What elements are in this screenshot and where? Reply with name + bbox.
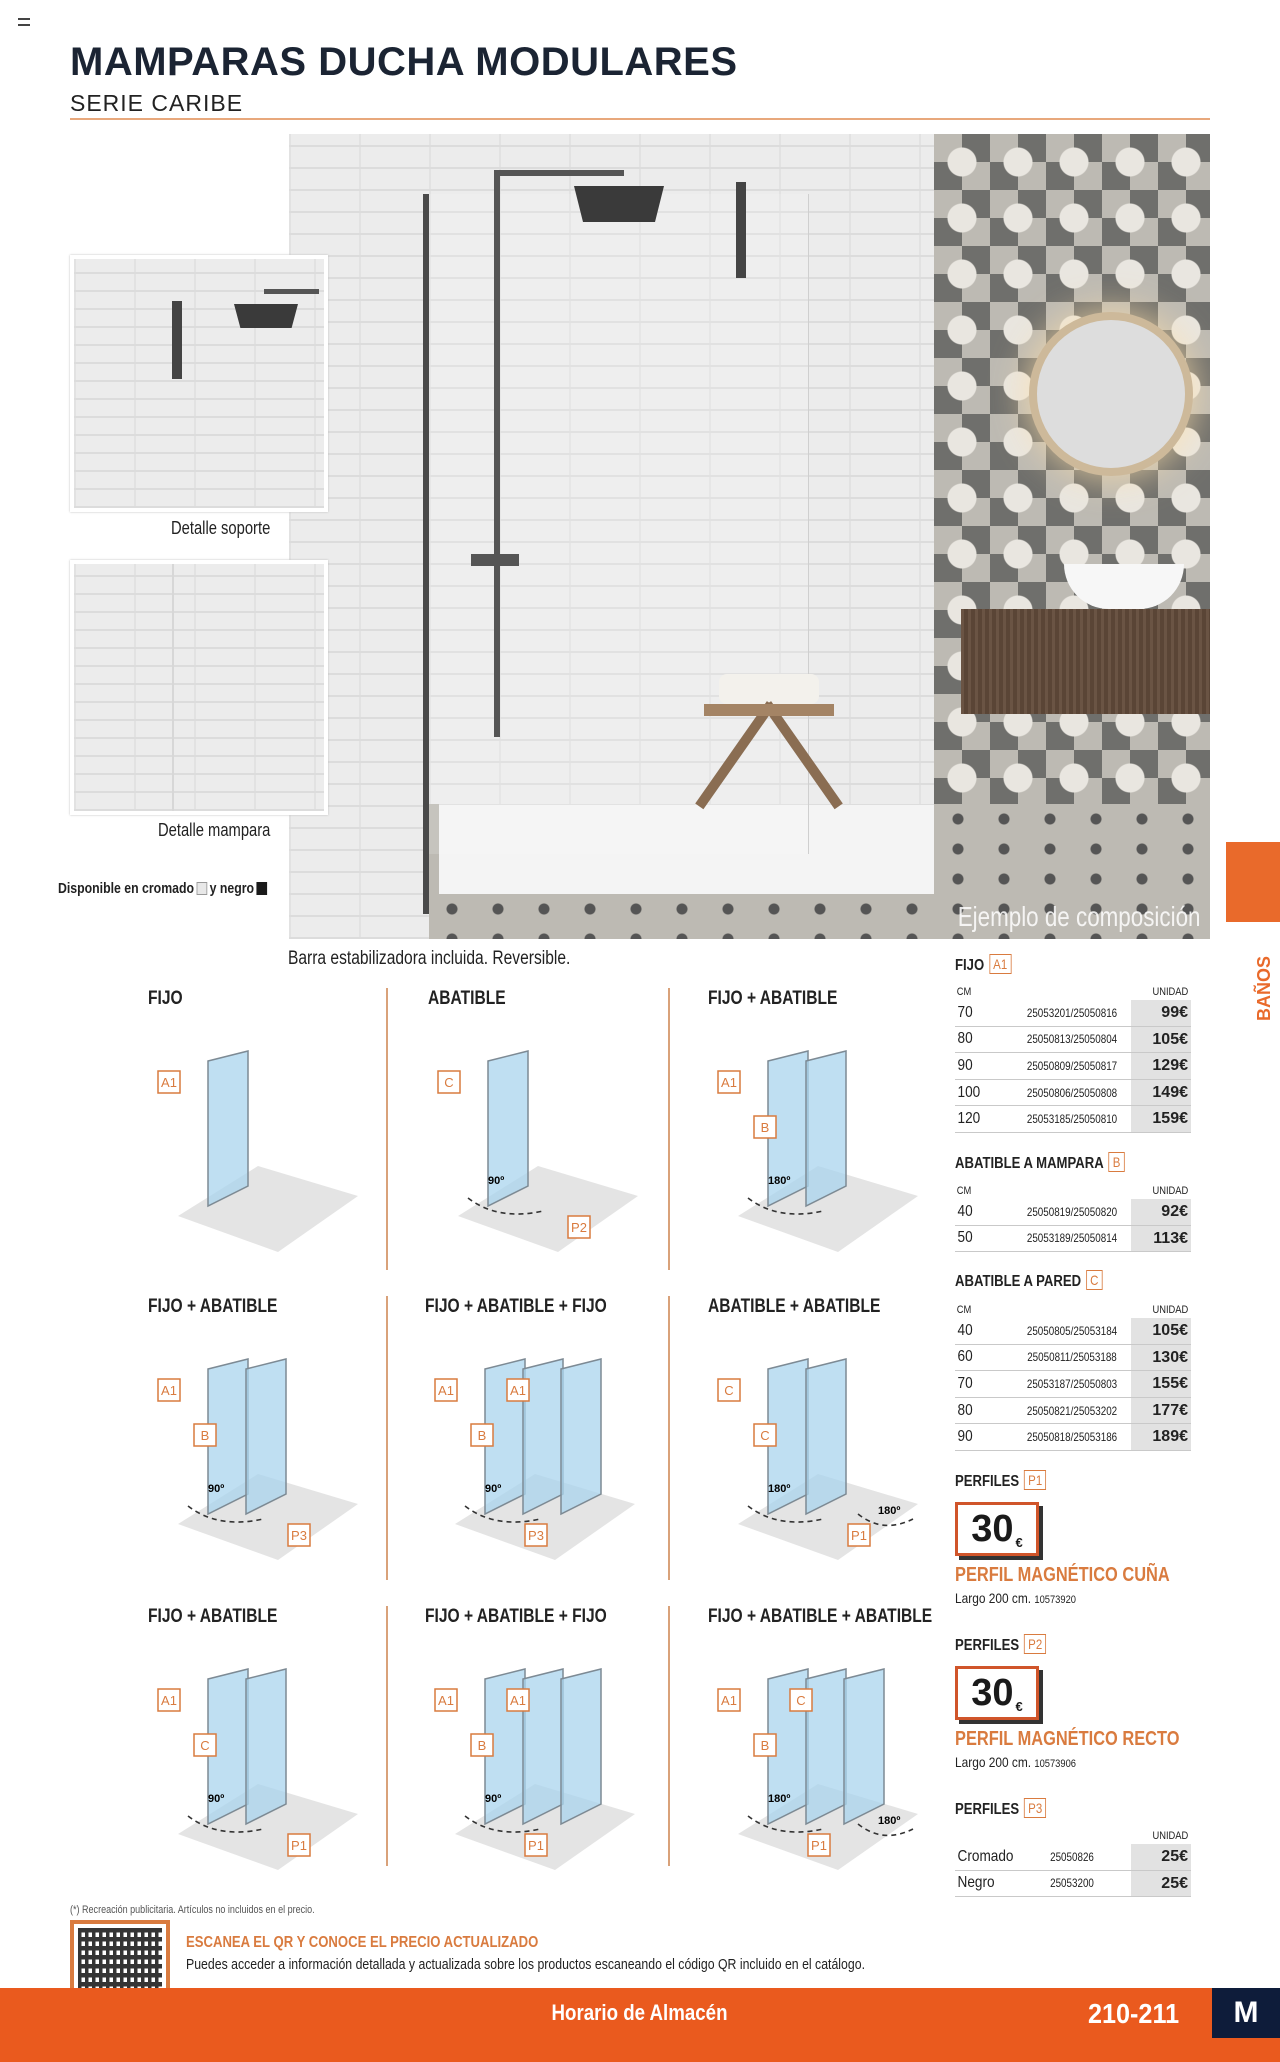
svg-text:C: C (796, 1693, 806, 1708)
panel-label-c (754, 1424, 776, 1446)
opening-angle-label: 180º (768, 1175, 791, 1187)
opening-angle-label: 180º (768, 1483, 791, 1495)
table-row (955, 1871, 1191, 1898)
price-cell: 105€ (1131, 1027, 1191, 1053)
abatible-pared-price-table (955, 1304, 1191, 1451)
wooden-stool (704, 704, 834, 824)
reference-cell: 25050826 (1050, 1849, 1094, 1864)
page-number: 210-211 (1088, 1998, 1180, 2029)
config-title: FIJO + ABATIBLE + ABATIBLE (708, 1606, 933, 1627)
config-diagram (148, 1296, 418, 1586)
svg-text:C: C (724, 1383, 734, 1398)
reference-cell: 25050819/25050820 (1026, 1204, 1118, 1219)
glass-panel (246, 1669, 286, 1824)
size-cell: Negro (957, 1874, 995, 1892)
reference-cell: 25050818/25053186 (1026, 1430, 1118, 1445)
panel-label-p3 (525, 1524, 547, 1546)
config-diagram (148, 988, 418, 1278)
svg-text:A1: A1 (510, 1693, 526, 1708)
panel-label-c (790, 1689, 812, 1711)
reference-cell: 25050811/25053188 (1027, 1350, 1117, 1365)
shower-head-icon (234, 304, 298, 328)
price-cell: 25€ (1131, 1844, 1191, 1870)
price-cell: 189€ (1131, 1424, 1191, 1450)
section-label: BAÑOS (1254, 955, 1275, 1022)
size-cell: 70 (957, 1003, 973, 1021)
shower-screen-diagram (148, 1016, 378, 1256)
perfiles-p2-title: PERFILES P2 (955, 1634, 1046, 1655)
config-title: FIJO (148, 988, 183, 1009)
page-title: MAMPARAS DUCHA MODULARES (70, 40, 738, 84)
config-title: FIJO + ABATIBLE (148, 1606, 278, 1627)
table-row (955, 1106, 1191, 1133)
badge-p3: P3 (1024, 1798, 1046, 1818)
panel-label-a1 (158, 1071, 180, 1093)
panel-label-a1 (718, 1071, 740, 1093)
glass-panel (844, 1669, 884, 1824)
svg-text:A1: A1 (161, 1383, 177, 1398)
reference-cell: 25053189/25050814 (1026, 1231, 1118, 1246)
table-row (955, 1000, 1191, 1027)
svg-text:A1: A1 (438, 1383, 454, 1398)
panel-label-a1 (507, 1379, 529, 1401)
footnote: (*) Recreación publicitaria. Artículos no incluidos en el precio. (70, 1904, 315, 1916)
grid-divider (668, 1296, 670, 1580)
perfiles-p1-title: PERFILES P1 (955, 1470, 1046, 1491)
panel-label-p1 (848, 1524, 870, 1546)
shower-pole (494, 172, 500, 737)
badge-p2: P2 (1024, 1634, 1046, 1654)
svg-text:A1: A1 (721, 1075, 737, 1090)
config-diagram (708, 988, 978, 1278)
price-cell: 105€ (1131, 1318, 1191, 1344)
grid-divider (386, 1296, 388, 1580)
chrome-swatch (196, 882, 207, 895)
reference-cell: 25053187/25050803 (1026, 1376, 1118, 1391)
config-title: FIJO + ABATIBLE + FIJO (425, 1296, 607, 1317)
config-title: FIJO + ABATIBLE (148, 1296, 278, 1317)
svg-text:P1: P1 (528, 1838, 544, 1853)
config-title: FIJO + ABATIBLE (708, 988, 838, 1009)
detail-mampara-caption: Detalle mampara (158, 820, 271, 840)
price-cell: 25€ (1131, 1871, 1191, 1897)
config-title: ABATIBLE + ABATIBLE (708, 1296, 881, 1317)
svg-text:P1: P1 (851, 1528, 867, 1543)
reference-cell: 25053201/25050816 (1026, 1005, 1118, 1020)
title-divider (70, 118, 1210, 120)
abatible-mampara-title: ABATIBLE A MAMPARA B (955, 1152, 1124, 1173)
table-row (955, 1318, 1191, 1345)
shower-tap (471, 554, 519, 566)
size-cell: 100 (957, 1083, 981, 1101)
price-cell: 113€ (1131, 1226, 1191, 1252)
perfil-recto-name: PERFIL MAGNÉTICO RECTO (955, 1728, 1180, 1750)
size-cell: 40 (957, 1321, 973, 1339)
reference-cell: 25050813/25050804 (1026, 1032, 1118, 1047)
price-tag-p1: 30 € (955, 1502, 1039, 1556)
menu-icon[interactable] (18, 18, 30, 26)
svg-text:A1: A1 (161, 1693, 177, 1708)
reference-cell: 25050806/25050808 (1026, 1085, 1118, 1100)
hero-photo (289, 134, 1210, 939)
size-cell: 90 (957, 1428, 973, 1446)
panel-label-b (194, 1424, 216, 1446)
svg-text:B: B (477, 1428, 487, 1443)
fijo-price-table (955, 986, 1191, 1133)
perfil-cuna-name: PERFIL MAGNÉTICO CUÑA (955, 1564, 1170, 1586)
panel-label-a1 (507, 1689, 529, 1711)
opening-angle-label: 180º (878, 1815, 901, 1827)
panel-label-a1 (718, 1689, 740, 1711)
qr-description: Puedes acceder a información detallada y actualizada sobre los productos escaneando el código QR incluido en el catálogo. (186, 1956, 865, 1973)
hero-caption: Ejemplo de composición (957, 901, 1200, 932)
opening-angle-label: 90º (485, 1483, 502, 1495)
table-row (955, 1844, 1191, 1871)
svg-text:A1: A1 (438, 1693, 454, 1708)
table-row (955, 1371, 1191, 1398)
size-cell: 70 (957, 1374, 973, 1392)
panel-label-a1 (435, 1379, 457, 1401)
glass-panel (208, 1051, 248, 1206)
panel-label-a1 (158, 1379, 180, 1401)
panel-label-p1 (288, 1834, 310, 1856)
size-cell: 80 (957, 1401, 973, 1419)
detail-soporte-image (70, 255, 328, 512)
table-row (955, 1199, 1191, 1226)
page-subtitle: SERIE CARIBE (70, 90, 244, 116)
price-cell: 149€ (1131, 1080, 1191, 1106)
panel-label-p3 (288, 1524, 310, 1546)
shower-screen-diagram (425, 1324, 655, 1564)
glass-panel (561, 1669, 601, 1824)
panel-label-c (438, 1071, 460, 1093)
config-diagram (425, 1606, 695, 1896)
svg-text:A1: A1 (721, 1693, 737, 1708)
glass-profile (423, 194, 429, 914)
table-row (955, 1027, 1191, 1054)
grid-divider (668, 988, 670, 1270)
panel-label-c (194, 1734, 216, 1756)
perfil-cuna-detail: Largo 200 cm. 10573920 (955, 1590, 1076, 1606)
panel-label-b (471, 1424, 493, 1446)
price-cell: 159€ (1131, 1106, 1191, 1132)
opening-angle-label: 180º (878, 1505, 901, 1517)
shower-screen-diagram (428, 1016, 658, 1256)
svg-text:B: B (760, 1120, 770, 1135)
size-cell: 80 (957, 1030, 973, 1048)
table-header: CM UNIDAD (956, 1304, 1189, 1316)
price-cell: 92€ (1131, 1199, 1191, 1225)
table-row (955, 1080, 1191, 1107)
brand-logo: M (1212, 1988, 1280, 2038)
table-header: CM UNIDAD (956, 986, 1189, 998)
reference-cell: 25050809/25050817 (1026, 1058, 1118, 1073)
table-row (955, 1226, 1191, 1253)
perfiles-p3-title: PERFILES P3 (955, 1798, 1046, 1819)
reference-cell: 25053185/25050810 (1026, 1112, 1118, 1127)
price-cell: 155€ (1131, 1371, 1191, 1397)
config-diagram (428, 988, 698, 1278)
panel-label-p1 (808, 1834, 830, 1856)
glass-panel (806, 1051, 846, 1206)
reference-cell: 25053200 (1050, 1876, 1094, 1891)
svg-text:B: B (200, 1428, 210, 1443)
panel-label-p1 (525, 1834, 547, 1856)
shower-screen-diagram (708, 1324, 938, 1564)
grid-divider (386, 988, 388, 1270)
shower-screen-diagram (148, 1324, 378, 1564)
svg-text:C: C (444, 1075, 454, 1090)
opening-angle-label: 90º (208, 1793, 225, 1805)
table-row (955, 1345, 1191, 1372)
config-title: ABATIBLE (428, 988, 506, 1009)
shower-screen-diagram (708, 1634, 938, 1874)
perfil-recto-detail: Largo 200 cm. 10573906 (955, 1754, 1076, 1770)
shower-tray-base (458, 1166, 638, 1252)
opening-angle-label: 90º (488, 1175, 505, 1187)
size-cell: 50 (957, 1229, 973, 1247)
glass-panel (806, 1359, 846, 1514)
abatible-pared-title: ABATIBLE A PARED C (955, 1270, 1103, 1291)
size-cell: 60 (957, 1348, 973, 1366)
config-diagram (148, 1606, 418, 1896)
detail-mampara-image (70, 560, 328, 815)
panel-label-b (471, 1734, 493, 1756)
reference-cell: 25050821/25053202 (1026, 1403, 1118, 1418)
panel-label-c (718, 1379, 740, 1401)
reference-cell: 25050805/25053184 (1026, 1323, 1118, 1338)
price-cell: 129€ (1131, 1053, 1191, 1079)
perfiles-p3-price-table (955, 1830, 1191, 1897)
grid-divider (668, 1606, 670, 1866)
panel-label-b (754, 1116, 776, 1138)
table-header: CM UNIDAD (956, 1185, 1189, 1197)
barra-note: Barra estabilizadora incluida. Reversible. (288, 948, 571, 969)
availability-note: Disponible en cromado y negro (58, 880, 270, 897)
table-row (955, 1398, 1191, 1425)
footer-label[interactable]: Horario de Almacén (552, 2000, 728, 2025)
badge-b: B (1109, 1152, 1125, 1172)
hand-shower (736, 182, 746, 278)
badge-c: C (1086, 1270, 1103, 1290)
price-cell: 177€ (1131, 1398, 1191, 1424)
svg-text:A1: A1 (161, 1075, 177, 1090)
abatible-mampara-price-table (955, 1185, 1191, 1252)
round-mirror (1029, 312, 1193, 476)
svg-text:C: C (200, 1738, 210, 1753)
shower-screen-diagram (148, 1634, 378, 1874)
shower-head-icon (574, 186, 664, 222)
glass-panel (246, 1359, 286, 1514)
svg-text:P3: P3 (528, 1528, 544, 1543)
section-tab[interactable] (1226, 842, 1280, 922)
size-cell: Cromado (957, 1847, 1014, 1865)
vanity-cabinet (961, 609, 1210, 714)
price-cell: 130€ (1131, 1345, 1191, 1371)
panel-label-p2 (568, 1216, 590, 1238)
config-diagram (708, 1296, 978, 1586)
towels (719, 674, 819, 704)
config-title: FIJO + ABATIBLE + FIJO (425, 1606, 607, 1627)
grid-divider (386, 1606, 388, 1866)
glass-panel (561, 1359, 601, 1514)
panel-label-a1 (435, 1689, 457, 1711)
shower-tray-base (178, 1166, 358, 1252)
svg-text:P3: P3 (291, 1528, 307, 1543)
svg-text:A1: A1 (510, 1383, 526, 1398)
svg-text:C: C (760, 1428, 770, 1443)
panel-label-b (754, 1734, 776, 1756)
shower-screen-diagram (425, 1634, 655, 1874)
opening-angle-label: 180º (768, 1793, 791, 1805)
black-swatch (256, 882, 267, 895)
badge-a1: A1 (989, 954, 1011, 974)
table-row (955, 1053, 1191, 1080)
panel-label-a1 (158, 1689, 180, 1711)
svg-text:B: B (477, 1738, 487, 1753)
size-cell: 90 (957, 1056, 973, 1074)
table-row (955, 1424, 1191, 1451)
opening-angle-label: 90º (485, 1793, 502, 1805)
svg-text:P1: P1 (291, 1838, 307, 1853)
price-cell: 99€ (1131, 1000, 1191, 1026)
shower-screen-diagram (708, 1016, 938, 1256)
size-cell: 120 (957, 1110, 981, 1128)
detail-soporte-caption: Detalle soporte (171, 518, 271, 538)
table-header: UNIDAD (1152, 1830, 1189, 1842)
opening-angle-label: 90º (208, 1483, 225, 1495)
config-diagram (708, 1606, 978, 1896)
qr-headline: ESCANEA EL QR Y CONOCE EL PRECIO ACTUALIZADO (186, 1934, 539, 1951)
badge-p1: P1 (1024, 1470, 1046, 1490)
price-tag-p2: 30 € (955, 1666, 1039, 1720)
fijo-title: FIJO A1 (955, 954, 1011, 975)
svg-text:B: B (760, 1738, 770, 1753)
config-diagram (425, 1296, 695, 1586)
svg-text:P2: P2 (571, 1220, 587, 1235)
svg-text:P1: P1 (811, 1838, 827, 1853)
size-cell: 40 (957, 1202, 973, 1220)
shower-arm (494, 170, 624, 176)
